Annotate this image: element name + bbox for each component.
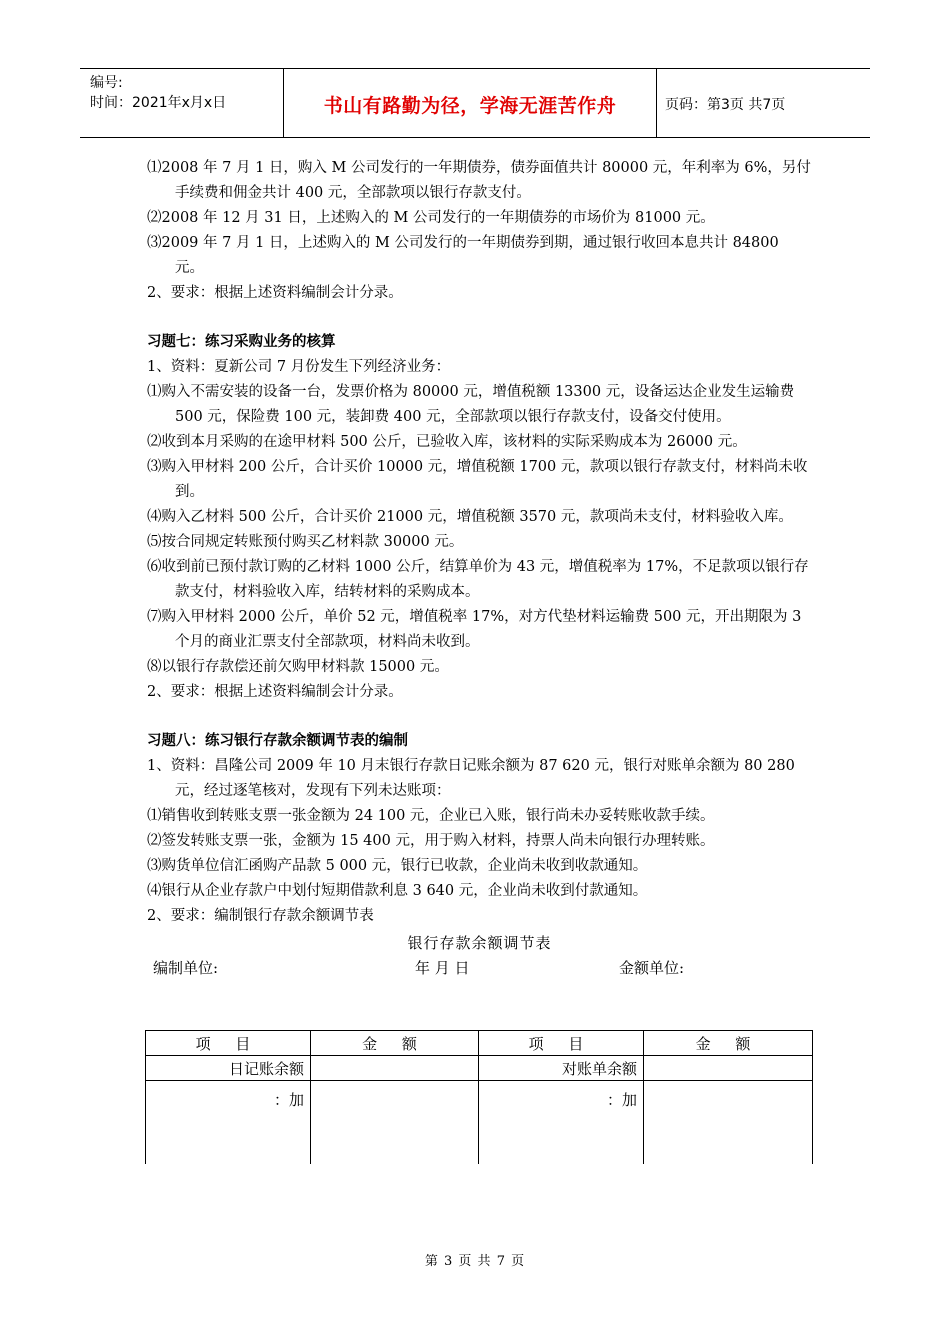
document-body — [147, 156, 812, 980]
header-motto: 书山有路勤为径，学海无涯苦作舟 — [323, 95, 617, 117]
unit-label: 编制单位: — [153, 959, 219, 977]
list-item: ⑷银行从企业存款户中划付短期借款利息 3 640 元，企业尚未收到付款通知。 — [147, 883, 648, 899]
list-item: ⑺购入甲材料 2000 公斤，单价 52 元，增值税率 17%，对方代垫材料运输费 500 元，开出期限为 3 个月的商业汇票支付全部款项，材料尚未收到。 — [147, 609, 802, 650]
page-footer: 第 3 页 共 7 页 — [424, 1254, 526, 1269]
header-divider — [656, 69, 657, 137]
list-item: ⑵2008 年 12 月 31 日，上述购入的 M 公司发行的一年期债券的市场价为 81000 元。 — [147, 210, 715, 226]
list-item: ⑸按合同规定转账预付购买乙材料款 30000 元。 — [147, 534, 464, 550]
table-cell[interactable] — [644, 1081, 813, 1165]
code-label: 编号: — [90, 75, 123, 91]
date-label: 时间：2021年x月x日 — [90, 95, 227, 111]
table-header-row — [146, 1031, 813, 1056]
requirement-text: 2、要求：编制银行存款余额调节表 — [147, 908, 374, 924]
header-cell: 项 目 — [479, 1031, 644, 1056]
list-item: ⑴购入不需安装的设备一台，发票价格为 80000 元，增值税额 13300 元，设备运达企业发生运输费 500 元，保险费 100 元，装卸费 400 元，全部款项以银行存款支付，设备交付使用。 — [147, 384, 795, 425]
header-cell: 金 额 — [311, 1031, 479, 1056]
list-item: ⑴销售收到转账支票一张金额为 24 100 元，企业已入账，银行尚未办妥转账收款手续。 — [147, 808, 715, 824]
table-row — [146, 1081, 813, 1165]
material-text: 1、资料：夏新公司 7 月份发生下列经济业务： — [147, 359, 451, 375]
table-cell: ：加 — [479, 1081, 644, 1165]
exercise-7-title: 习题七：练习采购业务的核算 — [147, 334, 336, 350]
list-item: ⑶2009 年 7 月 1 日，上述购入的 M 公司发行的一年期债券到期，通过银行收回本息共计 84800 元。 — [147, 235, 779, 276]
table-cell: ：加 — [146, 1081, 311, 1165]
page-header — [80, 68, 870, 138]
list-item: ⑵收到本月采购的在途甲材料 500 公斤，已验收入库，该材料的实际采购成本为 26000 元。 — [147, 434, 747, 450]
spacer — [147, 306, 812, 330]
amount-unit-label: 金额单位: — [619, 959, 685, 977]
header-page-label: 页码：第3页 共7页 — [665, 97, 786, 113]
header-left — [90, 73, 226, 113]
table-row — [146, 1056, 813, 1081]
list-item: ⑵签发转账支票一张，金额为 15 400 元，用于购入材料，持票人尚未向银行办理转账。 — [147, 833, 715, 849]
table-meta — [147, 956, 812, 980]
exercise-8-title: 习题八：练习银行存款余额调节表的编制 — [147, 733, 408, 749]
header-cell: 项 目 — [146, 1031, 311, 1056]
spacer — [147, 705, 812, 729]
table-cell[interactable] — [644, 1056, 813, 1081]
list-item: ⑹收到前已预付款订购的乙材料 1000 公斤，结算单价为 43 元，增值税率为 17%，不足款项以银行存款支付，材料验收入库，结转材料的采购成本。 — [147, 559, 809, 600]
header-cell: 金 额 — [644, 1031, 813, 1056]
requirement-text: 2、要求：根据上述资料编制会计分录。 — [147, 285, 403, 301]
list-item: ⑴2008 年 7 月 1 日，购入 M 公司发行的一年期债券，债券面值共计 80000 元，年利率为 6%，另付手续费和佣金共计 400 元，全部款项以银行存款支付。 — [147, 160, 811, 201]
requirement-text: 2、要求：根据上述资料编制会计分录。 — [147, 684, 403, 700]
table-title: 银行存款余额调节表 — [407, 934, 552, 952]
list-item: ⑻以银行存款偿还前欠购甲材料款 15000 元。 — [147, 659, 449, 675]
list-item: ⑶购入甲材料 200 公斤，合计买价 10000 元，增值税额 1700 元，款项以银行存款支付，材料尚未收到。 — [147, 459, 808, 500]
table-cell: 对账单余额 — [479, 1056, 644, 1081]
table-cell: 日记账余额 — [146, 1056, 311, 1081]
list-item: ⑷购入乙材料 500 公斤，合计买价 21000 元，增值税额 3570 元，款项尚未支付，材料验收入库。 — [147, 509, 793, 525]
table-cell[interactable] — [311, 1081, 479, 1165]
material-text: 1、资料：昌隆公司 2009 年 10 月末银行存款日记账余额为 87 620 元，银行对账单余额为 80 280 元，经过逐笔核对，发现有下列未达账项： — [147, 758, 795, 799]
table-date-label: 年 月 日 — [415, 959, 470, 977]
header-divider — [283, 69, 284, 137]
reconciliation-table — [145, 1030, 813, 1164]
table-cell[interactable] — [311, 1056, 479, 1081]
list-item: ⑶购货单位信汇函购产品款 5 000 元，银行已收款，企业尚未收到收款通知。 — [147, 858, 648, 874]
